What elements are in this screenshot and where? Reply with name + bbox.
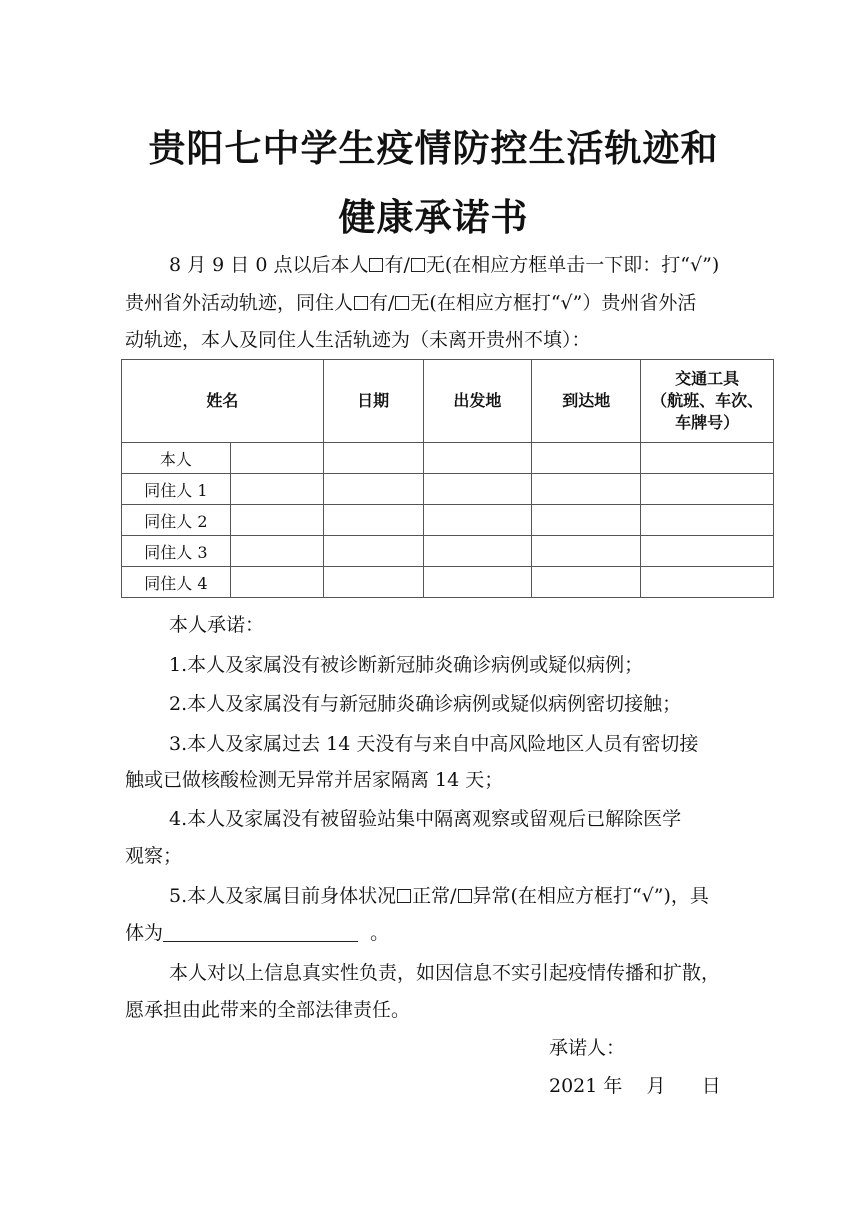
- date-cell[interactable]: [323, 443, 423, 474]
- none-label: 无(在相应方框单击一下即：打“√”): [425, 254, 720, 276]
- health-normal-checkbox[interactable]: [397, 889, 411, 903]
- name-cell[interactable]: [230, 443, 323, 474]
- name-cell[interactable]: [230, 567, 323, 598]
- date-cell[interactable]: [323, 536, 423, 567]
- intro-text: 贵州省外活动轨迹，同住人: [125, 292, 354, 314]
- cohabitant-has-checkbox[interactable]: [354, 296, 368, 310]
- document-title-line1: 贵阳七中学生疫情防控生活轨迹和: [148, 127, 719, 170]
- transport-cell[interactable]: [641, 567, 774, 598]
- pledge-item-1: 1.本人及家属没有被诊断新冠肺炎确诊病例或疑似病例；: [169, 654, 644, 676]
- pledge-item-5-line1: [169, 883, 709, 909]
- table-row: [122, 505, 774, 536]
- row-label: 本人: [122, 443, 231, 474]
- intro-text: 8 月 9 日 0 点以后本人: [169, 254, 369, 276]
- intro-line-3: 动轨迹，本人及同住人生活轨迹为（未离开贵州不填）：: [125, 329, 591, 351]
- date-cell[interactable]: [323, 567, 423, 598]
- pledge-item-3-line1: 3.本人及家属过去 14 天没有与来自中高风险地区人员有密切接: [169, 733, 699, 755]
- header-date: 日期: [323, 360, 423, 443]
- health-abnormal-checkbox[interactable]: [458, 889, 472, 903]
- transport-header-line: 车牌号）: [675, 413, 740, 432]
- responsibility-line2: 愿承担由此带来的全部法律责任。: [125, 999, 411, 1021]
- detail-label: 体为: [125, 922, 164, 944]
- header-arrival: 到达地: [532, 360, 641, 443]
- cohabitant-none-checkbox[interactable]: [395, 296, 409, 310]
- pledge-item-4-line2: 观察；: [125, 845, 183, 867]
- table-row: [122, 474, 774, 505]
- departure-cell[interactable]: [423, 443, 532, 474]
- name-cell[interactable]: [230, 536, 323, 567]
- pledge-item-3-line2: 触或已做核酸检测无异常并居家隔离 14 天；: [125, 769, 504, 791]
- transport-header-line: （航班、车次、: [651, 391, 764, 410]
- pledge-heading: 本人承诺：: [169, 614, 265, 636]
- signature-date: 2021 年 月 日: [549, 1075, 721, 1097]
- date-cell[interactable]: [323, 505, 423, 536]
- row-label: 同住人 3: [122, 536, 231, 567]
- header-transport: [641, 360, 774, 443]
- arrival-cell[interactable]: [532, 505, 641, 536]
- document-title-line2: 健康承诺书: [338, 196, 529, 239]
- responsibility-line1: 本人对以上信息真实性负责，如因信息不实引起疫情传播和扩散，: [169, 962, 721, 984]
- departure-cell[interactable]: [423, 536, 532, 567]
- transport-cell[interactable]: [641, 505, 774, 536]
- has-label: 有/: [384, 254, 410, 276]
- arrival-cell[interactable]: [532, 443, 641, 474]
- arrival-cell[interactable]: [532, 536, 641, 567]
- table-row: [122, 567, 774, 598]
- departure-cell[interactable]: [423, 567, 532, 598]
- self-none-checkbox[interactable]: [411, 258, 425, 272]
- has-label: 有/: [369, 292, 395, 314]
- header-departure: 出发地: [423, 360, 532, 443]
- header-name: 姓名: [122, 360, 324, 443]
- transport-cell[interactable]: [641, 474, 774, 505]
- normal-label: 正常/: [412, 885, 457, 907]
- self-has-checkbox[interactable]: [369, 258, 383, 272]
- intro-line-1: [169, 252, 719, 278]
- table-row: [122, 536, 774, 567]
- period: 。: [370, 922, 390, 944]
- abnormal-label: 异常(在相应方框打“√”)，具: [472, 885, 709, 907]
- table-header-row: [122, 360, 774, 443]
- pledge-item-5-line2: [125, 920, 389, 946]
- pledge-item-4-line1: 4.本人及家属没有被留验站集中隔离观察或留观后已解除医学: [169, 808, 682, 830]
- name-cell[interactable]: [230, 474, 323, 505]
- row-label: 同住人 1: [122, 474, 231, 505]
- transport-cell[interactable]: [641, 536, 774, 567]
- pledge-item-2: 2.本人及家属没有与新冠肺炎确诊病例或疑似病例密切接触；: [169, 693, 682, 715]
- departure-cell[interactable]: [423, 474, 532, 505]
- travel-track-table: [121, 359, 774, 598]
- departure-cell[interactable]: [423, 505, 532, 536]
- item5-text: 5.本人及家属目前身体状况: [169, 885, 397, 907]
- transport-cell[interactable]: [641, 443, 774, 474]
- transport-header-line: 交通工具: [675, 369, 740, 388]
- signatory-label: 承诺人：: [549, 1037, 626, 1059]
- row-label: 同住人 2: [122, 505, 231, 536]
- detail-blank-field[interactable]: [163, 923, 358, 942]
- table-row: [122, 443, 774, 474]
- row-label: 同住人 4: [122, 567, 231, 598]
- none-label: 无(在相应方框打“√”）贵州省外活: [410, 292, 697, 314]
- intro-line-2: [125, 290, 696, 316]
- arrival-cell[interactable]: [532, 567, 641, 598]
- name-cell[interactable]: [230, 505, 323, 536]
- arrival-cell[interactable]: [532, 474, 641, 505]
- date-cell[interactable]: [323, 474, 423, 505]
